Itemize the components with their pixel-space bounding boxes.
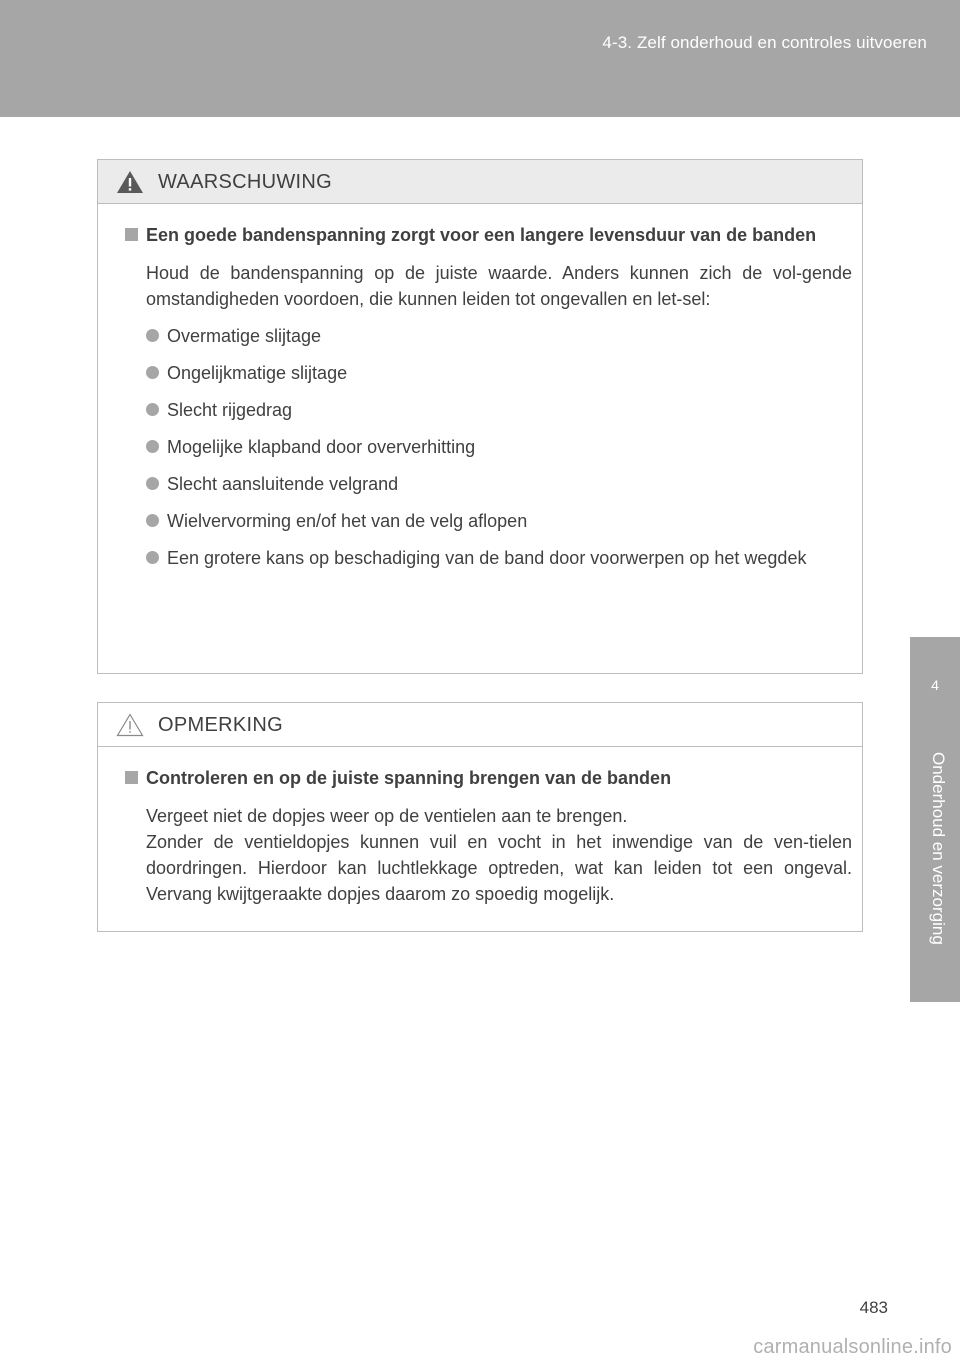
chapter-number: 4: [931, 677, 939, 693]
warning-bullet-list: [125, 323, 852, 571]
note-item-heading: [125, 765, 852, 791]
list-item: Slecht rijgedrag: [146, 397, 852, 423]
note-paragraph-2: Zonder de ventieldopjes kunnen vuil en vocht in het inwendige van de ven-tielen doordringen. Hierdoor kan luchtlekkage optreden, wat kan leiden tot een ongeval. Vervang kwijtgeraakte dopjes daarom zo spoedig mogelijk.: [146, 832, 852, 904]
warning-heading-text: Een goede bandenspanning zorgt voor een langere levensduur van de banden: [146, 225, 817, 245]
note-triangle-outline-icon: [116, 713, 144, 737]
square-bullet-icon: [125, 771, 138, 784]
page-number: 483: [859, 1298, 888, 1317]
note-body: [98, 747, 862, 907]
circle-bullet-icon: [146, 477, 159, 490]
list-item: Ongelijkmatige slijtage: [146, 360, 852, 386]
list-item: Wielvervorming en/of het van de velg aflopen: [146, 508, 852, 534]
list-item: Mogelijke klapband door oververhitting: [146, 434, 852, 460]
circle-bullet-icon: [146, 440, 159, 453]
warning-item-heading: [125, 222, 852, 248]
square-bullet-icon: [125, 228, 138, 241]
warning-paragraph: Houd de bandenspanning op de juiste waarde. Anders kunnen zich de vol-gende omstandigheden voordoen, die kunnen leiden tot ongevallen en let-sel:: [146, 263, 852, 309]
circle-bullet-icon: [146, 551, 159, 564]
watermark: carmanualsonline.info: [753, 1336, 952, 1358]
list-item: Slecht aansluitende velgrand: [146, 471, 852, 497]
circle-bullet-icon: [146, 514, 159, 527]
warning-title: WAARSCHUWING: [158, 171, 332, 193]
circle-bullet-icon: [146, 366, 159, 379]
list-item: Een grotere kans op beschadiging van de band door voorwerpen op het wegdek: [146, 545, 852, 571]
section-title: 4-3. Zelf onderhoud en controles uitvoeren: [602, 33, 927, 52]
warning-body: [98, 204, 862, 571]
warning-triangle-icon: [116, 170, 144, 194]
circle-bullet-icon: [146, 329, 159, 342]
warning-box-header: [98, 160, 862, 204]
header-band: [0, 0, 960, 117]
list-item: Overmatige slijtage: [146, 323, 852, 349]
note-box-header: [98, 703, 862, 747]
warning-box: [97, 159, 863, 674]
chapter-side-tab: [910, 637, 960, 1002]
note-paragraph-1: Vergeet niet de dopjes weer op de ventielen aan te brengen.: [146, 806, 628, 826]
note-title: OPMERKING: [158, 714, 283, 736]
note-heading-text: Controleren en op de juiste spanning brengen van de banden: [146, 768, 672, 788]
chapter-label: Onderhoud en verzorging: [929, 752, 948, 945]
note-box: [97, 702, 863, 932]
circle-bullet-icon: [146, 403, 159, 416]
